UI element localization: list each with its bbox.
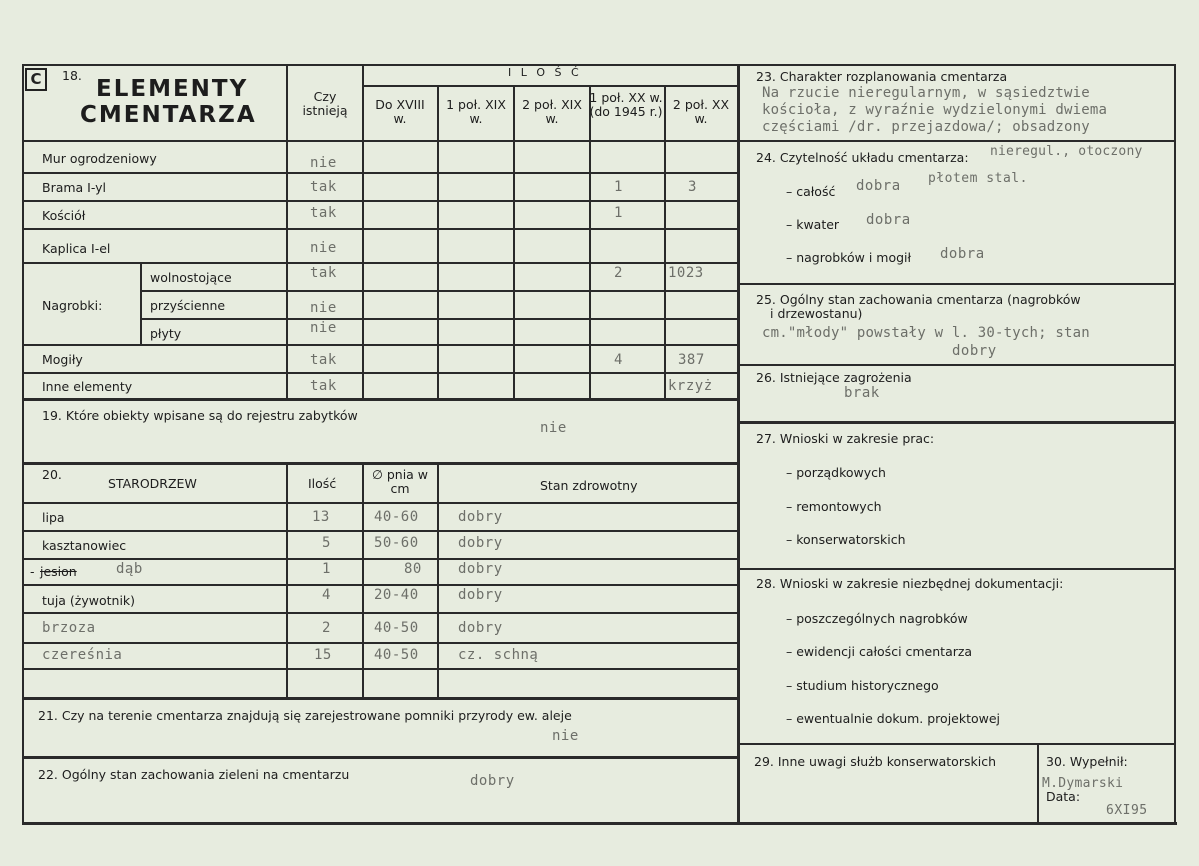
row-wolnostojace-1pol-xx: 2	[614, 265, 623, 281]
row-wolnostojace-2pol-xx: 1023	[668, 265, 704, 281]
header-2pol-xx: 2 poł. XX w.	[672, 97, 730, 126]
row-line-2	[22, 200, 737, 202]
s20-row-2	[22, 558, 737, 560]
s23-bottom	[737, 140, 1175, 142]
s20-row3-dash: -	[30, 564, 35, 579]
s28-item-nagrobkow: – poszczególnych nagrobków	[786, 611, 968, 626]
row-mur-label: Mur ogrodzeniowy	[42, 151, 157, 166]
s21-label: 21. Czy na terenie cmentarza znajdują się zarejestrowane pomniki przyrody ew. aleje	[38, 708, 572, 723]
s23-label: 23. Charakter rozplanowania cmentarza	[756, 69, 1008, 84]
s20-row5-qty: 2	[322, 620, 331, 636]
row-brama-2pol-xx: 3	[688, 179, 697, 195]
row-mur-exists: nie	[310, 155, 337, 171]
ilosc-underline	[362, 85, 737, 87]
s27-item-porzadkowych: – porządkowych	[786, 465, 886, 480]
row-inne-label: Inne elementy	[42, 379, 133, 394]
s20-row3-dia: 80	[404, 561, 422, 577]
s20-header-bottom	[22, 502, 737, 504]
row-line-5	[140, 290, 737, 292]
s27-item-konserwatorskich: – konserwatorskich	[786, 532, 906, 547]
s20-row4-state: dobry	[458, 587, 503, 603]
s20-col-3	[437, 462, 439, 698]
row-kosciol-label: Kościół	[42, 208, 86, 223]
s20-row6-dia: 40-50	[374, 647, 419, 663]
s20-row6-name: czereśnia	[42, 647, 123, 663]
s30-date: 6XI95	[1106, 803, 1148, 818]
s20-row2-qty: 5	[322, 535, 331, 551]
row-line-1	[22, 172, 737, 174]
header-1pol-xix: 1 poł. XIX w.	[446, 97, 506, 126]
s24-kwater-value: dobra	[866, 212, 911, 228]
s25-bottom	[737, 364, 1175, 366]
s30-name: M.Dymarski	[1042, 776, 1124, 791]
row-kaplica-exists: nie	[310, 240, 337, 256]
s20-row3-name: jesion	[40, 564, 77, 579]
col-divider-1	[437, 85, 439, 398]
s20-title: STARODRZEW	[108, 476, 197, 491]
s20-row4-qty: 4	[322, 587, 331, 603]
s30-label: 30. Wypełnił:	[1046, 754, 1128, 769]
row-wolnostojace-label: wolnostojące	[150, 270, 232, 285]
s18-title-line2: CMENTARZA	[80, 102, 257, 128]
s20-row2-name: kasztanowiec	[42, 538, 127, 553]
s20-row-5	[22, 642, 737, 644]
s18-col-label-divider	[286, 64, 288, 398]
s20-row1-qty: 13	[312, 509, 330, 525]
s20-row5-name: brzoza	[42, 620, 96, 636]
s21-value: nie	[552, 728, 579, 744]
s25-line1: cm."młody" powstały w l. 30-tych; stan	[762, 325, 1090, 341]
top-border	[22, 64, 1176, 66]
col-divider-4	[664, 85, 666, 398]
s20-row-6	[22, 668, 737, 670]
s20-row3-name-added: dąb	[116, 561, 143, 577]
row-wolnostojace-exists: tak	[310, 265, 337, 281]
s20-col-ilosc: Ilość	[308, 476, 337, 491]
s18-header-bottom	[22, 140, 737, 142]
s24-extra2: płotem stal.	[928, 171, 1028, 186]
row-mogily-1pol-xx: 4	[614, 352, 623, 368]
s26-label: 26. Istniejące zagrożenia	[756, 370, 912, 385]
header-ilosc: I L O Ś Ć	[508, 66, 582, 79]
s20-row6-state: cz. schną	[458, 647, 539, 663]
s20-row3-state: dobry	[458, 561, 503, 577]
s20-number: 20.	[42, 467, 62, 482]
s24-extra1: nieregul., otoczony	[990, 144, 1143, 159]
s21-bottom	[22, 756, 737, 759]
s27-label: 27. Wnioski w zakresie prac:	[756, 431, 935, 446]
row-plyty-label: płyty	[150, 326, 182, 341]
s22-value: dobry	[470, 773, 515, 789]
header-do-xviii: Do XVIII w.	[375, 97, 425, 126]
row-line-7	[22, 344, 737, 346]
header-2pol-xix: 2 poł. XIX w.	[522, 97, 582, 126]
s28-item-projektowej: – ewentualnie dokum. projektowej	[786, 711, 1001, 726]
s24-bottom	[737, 283, 1175, 285]
s20-row6-qty: 15	[314, 647, 332, 663]
s20-row-1	[22, 530, 737, 532]
s23-line3: częściami /dr. przejazdowa/; obsadzony	[762, 119, 1090, 135]
s20-col-stan: Stan zdrowotny	[540, 478, 638, 493]
s26-value: brak	[844, 385, 880, 401]
s20-row-3	[22, 584, 737, 586]
s20-col-2	[362, 462, 364, 698]
s27-item-remontowych: – remontowych	[786, 499, 882, 514]
s30-data-label: Data:	[1046, 789, 1081, 804]
s24-nagrobkow-label: – nagrobków i mogił	[786, 250, 912, 265]
left-border	[22, 64, 24, 824]
s20-row5-dia: 40-50	[374, 620, 419, 636]
s27-bottom	[737, 568, 1175, 570]
s28-label: 28. Wnioski w zakresie niezbędnej dokumentacji:	[756, 576, 1064, 591]
center-divider	[737, 64, 740, 824]
s29-label: 29. Inne uwagi służb konserwatorskich	[754, 754, 996, 769]
row-line-6	[140, 318, 737, 320]
s24-kwater-label: – kwater	[786, 217, 840, 232]
s18-title-line1: ELEMENTY	[96, 76, 249, 102]
right-border	[1174, 64, 1176, 824]
s26-bottom	[737, 421, 1175, 424]
row-mogily-2pol-xx: 387	[678, 352, 705, 368]
col-divider-2	[513, 85, 515, 398]
s24-label: 24. Czytelność układu cmentarza:	[756, 150, 969, 165]
s20-row4-name: tuja (żywotnik)	[42, 593, 136, 608]
nagrobki-divider	[140, 262, 142, 344]
s24-nagrobkow-value: dobra	[940, 246, 985, 262]
s20-col-1	[286, 462, 288, 698]
s29-s30-divider	[1037, 743, 1039, 823]
s19-label: 19. Które obiekty wpisane są do rejestru zabytków	[42, 408, 358, 423]
row-plyty-exists: nie	[310, 320, 337, 336]
s28-item-studium: – studium historycznego	[786, 678, 939, 693]
s20-row2-dia: 50-60	[374, 535, 419, 551]
s20-row3-qty: 1	[322, 561, 331, 577]
s20-row5-state: dobry	[458, 620, 503, 636]
row-inne-exists: tak	[310, 378, 337, 394]
row-przyscienne-exists: nie	[310, 300, 337, 316]
row-brama-label: Brama I-yl	[42, 180, 107, 195]
s20-row1-dia: 40-60	[374, 509, 419, 525]
bottom-border	[22, 822, 1177, 825]
row-inne-2pol-xx: krzyż	[668, 378, 713, 394]
s20-row1-name: lipa	[42, 510, 65, 525]
s24-calosc-label: – całość	[786, 184, 836, 199]
s18-bottom	[22, 398, 737, 401]
row-line-8	[22, 372, 737, 374]
s19-value: nie	[540, 420, 567, 436]
s24-calosc-value: dobra	[856, 178, 901, 194]
row-line-4	[22, 262, 737, 264]
row-kaplica-label: Kaplica I-el	[42, 241, 111, 256]
section-c-box: C	[25, 68, 47, 91]
s22-label: 22. Ogólny stan zachowania zieleni na cmentarzu	[38, 767, 350, 782]
s18-number: 18.	[62, 68, 82, 83]
row-nagrobki-label: Nagrobki:	[42, 298, 103, 313]
s20-row2-state: dobry	[458, 535, 503, 551]
s25-label-line2: i drzewostanu)	[770, 306, 863, 321]
s20-bottom	[22, 697, 737, 700]
row-brama-exists: tak	[310, 179, 337, 195]
header-1pol-xx: 1 poł. XX w. (do 1945 r.)	[589, 90, 663, 119]
s20-row1-state: dobry	[458, 509, 503, 525]
row-kosciol-1pol-xx: 1	[614, 205, 623, 221]
s25-label-line1: 25. Ogólny stan zachowania cmentarza (nagrobków	[756, 292, 1081, 307]
header-czy-istnieja: Czy istnieją	[302, 89, 348, 118]
s28-bottom	[737, 743, 1175, 745]
s18-col-exists-divider	[362, 64, 364, 398]
s20-row-4	[22, 612, 737, 614]
row-mogily-exists: tak	[310, 352, 337, 368]
row-przyscienne-label: przyścienne	[150, 298, 226, 313]
row-brama-1pol-xx: 1	[614, 179, 623, 195]
s25-line2: dobry	[952, 343, 997, 359]
s20-col-pnia: ∅ pnia w cm	[371, 467, 429, 496]
row-kosciol-exists: tak	[310, 205, 337, 221]
row-mogily-label: Mogiły	[42, 352, 83, 367]
col-divider-3	[589, 85, 591, 398]
s23-line1: Na rzucie nieregularnym, w sąsiedztwie	[762, 85, 1090, 101]
s19-bottom	[22, 462, 737, 465]
s20-row4-dia: 20-40	[374, 587, 419, 603]
s23-line2: kościoła, z wyraźnie wydzielonymi dwiema	[762, 102, 1108, 118]
row-line-3	[22, 228, 737, 230]
s28-item-ewidencji: – ewidencji całości cmentarza	[786, 644, 973, 659]
